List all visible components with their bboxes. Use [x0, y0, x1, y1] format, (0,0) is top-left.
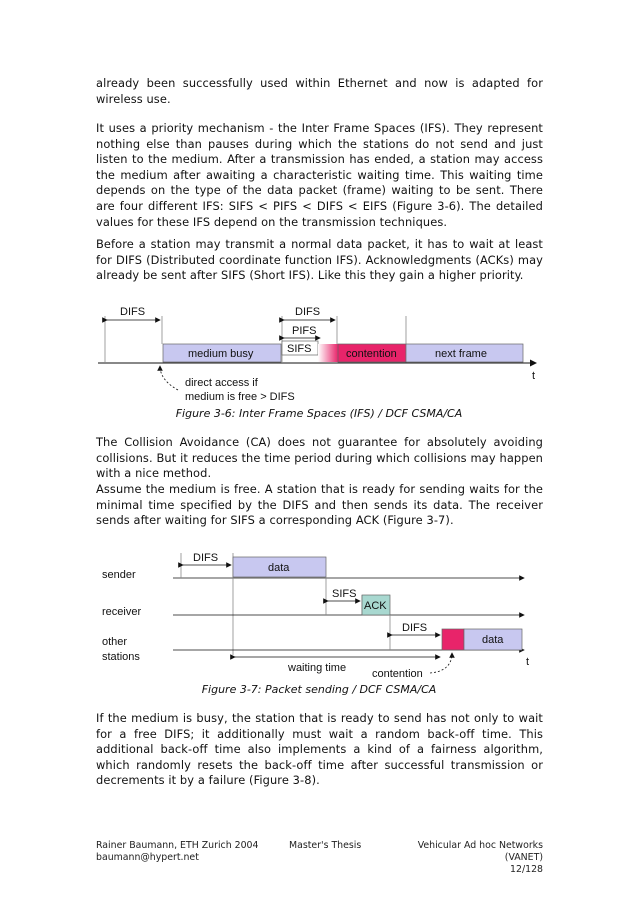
other-stations-label-line1: other — [102, 636, 128, 648]
footer-doc-type: Master's Thesis — [289, 840, 362, 851]
medium-busy-label: medium busy — [188, 348, 254, 360]
footer-page-number: 12/128 — [510, 864, 543, 875]
paragraph-collision-avoidance: The Collision Avoidance (CA) does not guarantee for absolutely avoiding collisions. But it reduces the time period during which collisions may happen with a nice method. — [96, 435, 543, 481]
figure-3-7-caption: Figure 3-7: Packet sending / DCF CSMA/CA — [201, 683, 437, 696]
paragraph-ifs: It uses a priority mechanism - the Inter Frame Spaces (IFS). They represent nothing else than pauses during which the stations do not send and just listen to the medium. After a transmission has ended, a station may access the medium after awaiting a characteristic waiting time. This waiting time depends on the type of the data packet (frame) waiting to be sent. There are four different IFS: SIFS < PIFS < DIFS < EIFS (Figure 3-6). The detailed values for these IFS depend on the transmission techniques. — [96, 121, 543, 229]
footer-left — [96, 840, 258, 864]
sifs-label: SIFS — [287, 343, 312, 355]
difs-sender-label: DIFS — [193, 552, 219, 564]
sender-label: sender — [102, 569, 136, 581]
sifs-receiver-label: SIFS — [332, 588, 357, 600]
other-stations-label-line2: stations — [102, 651, 140, 663]
other-contention-block — [442, 629, 464, 650]
paragraph-difs: Before a station may transmit a normal data packet, it has to wait at least for DIFS (Distributed coordinate function IFS). Acknowledgments (ACKs) may already be sent after SIFS (Short IFS). Like this they gain a higher priority. — [96, 237, 543, 283]
pifs-label: PIFS — [292, 325, 317, 337]
contention-note-label: contention — [372, 668, 423, 680]
next-frame-label: next frame — [435, 348, 487, 360]
receiver-label: receiver — [102, 606, 142, 618]
footer-right — [385, 840, 543, 876]
paragraph-intro: already been successfully used within Ethernet and now is adapted for wireless use. — [96, 76, 543, 106]
time-axis-label-2: t — [526, 656, 530, 668]
difs-right-label: DIFS — [295, 306, 321, 318]
figure-inter-frame-spaces — [0, 300, 638, 405]
difs-left-label: DIFS — [120, 306, 146, 318]
sender-data-label: data — [268, 562, 290, 574]
ack-label: ACK — [364, 600, 387, 612]
contention-fade — [318, 344, 338, 362]
direct-access-note-line2: medium is free > DIFS — [185, 391, 295, 403]
paragraph-medium-busy: If the medium is busy, the station that is ready to send has not only to wait for a free DIFS; it additionally must wait a random back-off time. This additional back-off time also implements a kind of a fairness algorithm, which randomly resets the back-off time after successful transmission or decrements it by a failure (Figure 3-8). — [96, 711, 543, 788]
time-axis-label: t — [532, 370, 536, 382]
paragraph-medium-free: Assume the medium is free. A station that is ready for sending waits for the minimal time specified by the DIFS and then sends its data. The receiver sends after waiting for SIFS a corresponding ACK (Figure 3-7). — [96, 482, 543, 528]
waiting-time-label: waiting time — [288, 662, 347, 674]
difs-other-label: DIFS — [402, 622, 428, 634]
direct-access-note-line1: direct access if — [185, 377, 258, 389]
footer-email: baumann@hypert.net — [96, 852, 199, 863]
footer-title: Vehicular Ad hoc Networks (VANET) — [417, 840, 543, 863]
figure-3-6-caption: Figure 3-6: Inter Frame Spaces (IFS) / DCF CSMA/CA — [175, 407, 463, 420]
figure-packet-sending — [0, 545, 638, 685]
contention-label: contention — [346, 348, 397, 360]
footer-author: Rainer Baumann, ETH Zurich 2004 — [96, 840, 259, 851]
other-data-label: data — [482, 634, 504, 646]
